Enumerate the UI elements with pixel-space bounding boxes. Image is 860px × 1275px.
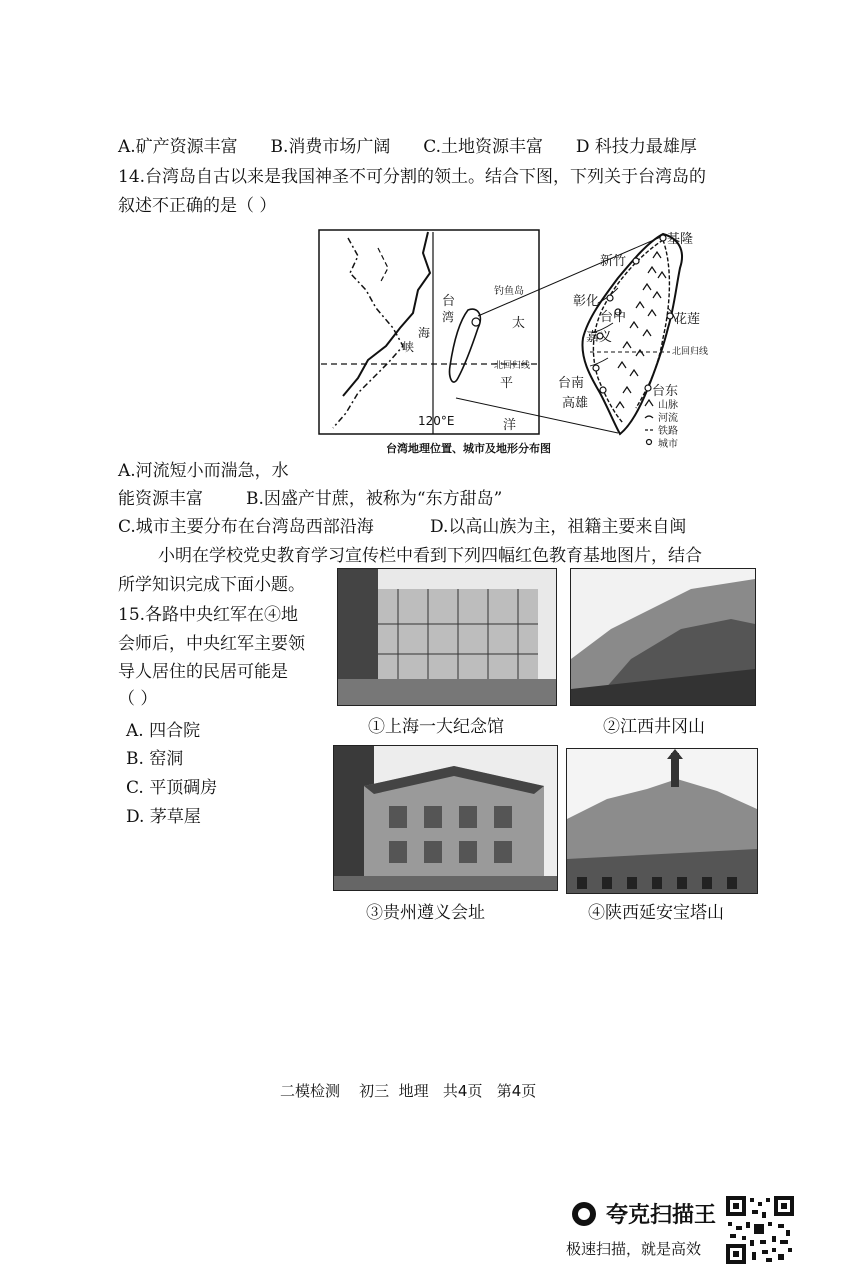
- photo-caption-2: ②江西井冈山: [603, 717, 705, 737]
- quark-logo-icon: [572, 1202, 596, 1226]
- photo-jinggangshan-image: [571, 569, 755, 705]
- taiwan-map-figure: [318, 228, 709, 460]
- q15-stem-line2: 会师后，中央红军主要领: [118, 634, 305, 654]
- map-strait-label-3: 海: [418, 326, 431, 340]
- map-longitude-label: 120°E: [418, 414, 455, 428]
- q13-option-d: D 科技力最雄厚: [575, 137, 697, 157]
- photo-jinggangshan: [570, 568, 756, 706]
- map-city-taitung: 台东: [652, 384, 679, 399]
- map-strait-label-2: 湾: [442, 310, 455, 324]
- map-city-chiayi: 嘉义: [586, 330, 613, 345]
- intro-line2: 所学知识完成下面小题。: [118, 575, 305, 595]
- intro-line1: 小明在学校党史教育学习宣传栏中看到下列四幅红色教育基地图片，结合: [158, 546, 702, 566]
- q14-option-a-line1: A.河流短小而湍急，水: [118, 461, 289, 481]
- watermark-slogan: 极速扫描，就是高效: [566, 1240, 702, 1258]
- map-caption: 台湾地理位置、城市及地形分布图: [386, 442, 551, 455]
- map-city-hsinchu: 新竹: [600, 254, 627, 269]
- map-tropic-right-label: 北回归线: [672, 347, 709, 357]
- q15-option-b: B. 窑洞: [126, 749, 184, 769]
- q15-stem-line4: （ ）: [118, 689, 158, 709]
- q15-option-c: C. 平顶碉房: [126, 778, 218, 798]
- photo-shanghai-memorial: [337, 568, 557, 706]
- q14-option-a-line2: 能资源丰富: [118, 489, 203, 509]
- map-legend-railway: 铁路: [658, 426, 678, 437]
- map-pacific-label-3: 洋: [503, 418, 517, 433]
- photo-zunyi-image: [334, 746, 557, 890]
- map-legend-river: 河流: [658, 413, 678, 424]
- photo-zunyi: [333, 745, 558, 891]
- map-strait-label-4: 峡: [402, 340, 415, 354]
- page-footer: 二模检测 初三 地理 共4页 第4页: [280, 1082, 537, 1100]
- q14-stem-line2: 叙述不正确的是（ ）: [118, 196, 277, 216]
- map-strait-label-1: 台: [442, 294, 456, 309]
- map-city-tainan: 台南: [558, 376, 585, 391]
- map-tropic-left-label: 北回归线: [494, 361, 531, 371]
- q15-option-a: A. 四合院: [126, 721, 201, 741]
- watermark-brand: 夸克扫描王: [606, 1203, 717, 1228]
- map-pacific-label-1: 太: [512, 316, 526, 331]
- map-city-taichung: 台中: [600, 310, 627, 325]
- q15-stem-line3: 导人居住的民居可能是: [118, 662, 288, 682]
- scanner-watermark: [566, 1196, 856, 1271]
- map-city-keelung: 基隆: [667, 232, 694, 247]
- q13-options-row: [118, 132, 697, 157]
- map-city-changhua: 彰化: [573, 294, 600, 309]
- qr-code-icon: [726, 1196, 794, 1264]
- q15-option-d: D. 茅草屋: [126, 807, 201, 827]
- map-city-hualien: 花莲: [674, 312, 701, 327]
- q14-option-c: C.城市主要分布在台湾岛西部沿海: [118, 517, 374, 537]
- photo-yanan-baota-image: [567, 749, 757, 893]
- q13-option-a: A.矿产资源丰富: [118, 137, 238, 157]
- map-diaoyu-label: 钓鱼岛: [494, 286, 524, 297]
- q14-option-d: D.以高山族为主，祖籍主要来自闽: [430, 517, 687, 537]
- photo-shanghai-memorial-image: [338, 569, 556, 705]
- q14-option-b: B.因盛产甘蔗，被称为“东方甜岛”: [246, 489, 503, 509]
- photo-caption-3: ③贵州遵义会址: [366, 903, 485, 923]
- photo-caption-1: ①上海一大纪念馆: [368, 717, 504, 737]
- q13-option-b: B.消费市场广阔: [270, 137, 391, 157]
- photo-caption-4: ④陕西延安宝塔山: [588, 903, 724, 923]
- q15-stem-line1: 15.各路中央红军在④地: [118, 605, 299, 625]
- map-legend-mountain: 山脉: [658, 400, 678, 411]
- map-legend-city: 城市: [658, 439, 678, 450]
- photo-yanan-baota: [566, 748, 758, 894]
- q13-option-c: C.土地资源丰富: [423, 137, 544, 157]
- map-city-kaohsiung: 高雄: [562, 396, 589, 411]
- map-pacific-label-2: 平: [500, 376, 514, 391]
- q14-stem-line1: 14.台湾岛自古以来是我国神圣不可分割的领土。结合下图，下列关于台湾岛的: [118, 167, 707, 187]
